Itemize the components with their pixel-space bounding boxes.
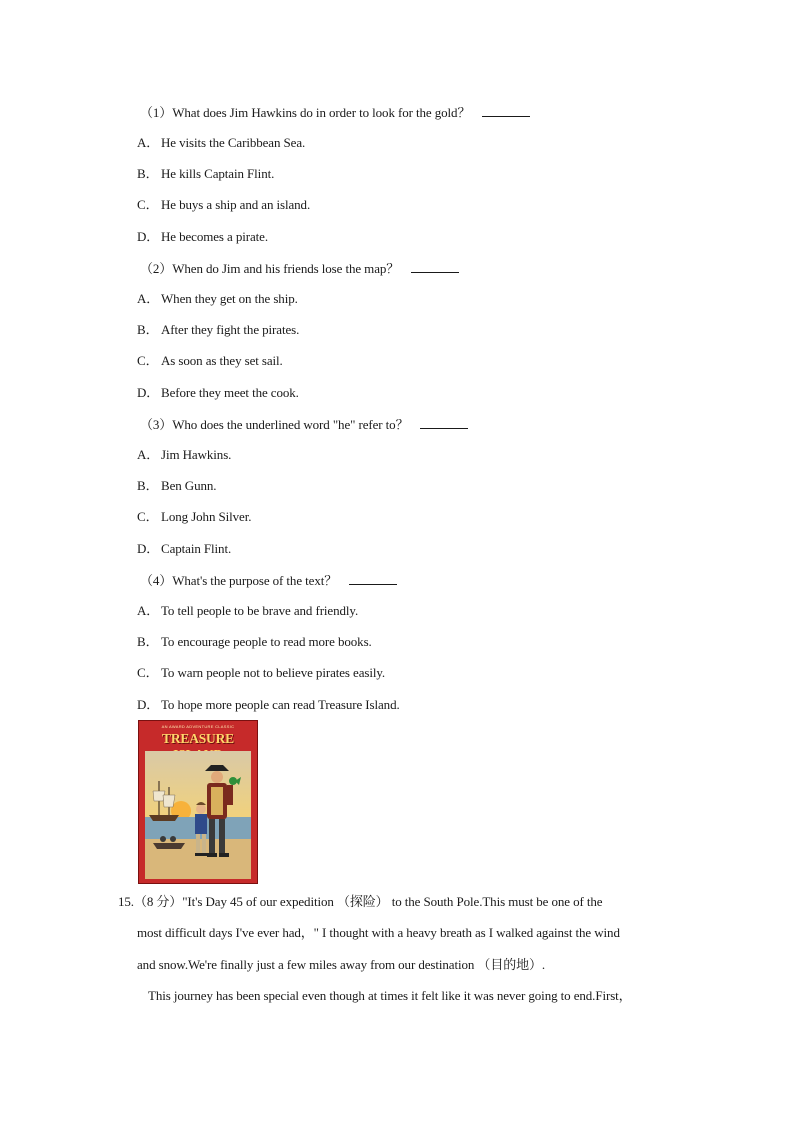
question-3-option-d[interactable]: D． Captain Flint. [137, 541, 232, 556]
answer-blank-2[interactable] [411, 260, 459, 273]
question-2-option-c[interactable]: C． As soon as they set sail. [137, 353, 283, 368]
question-1-option-a[interactable]: A． He visits the Caribbean Sea. [137, 135, 306, 150]
question-4-option-b[interactable]: B． To encourage people to read more books. [137, 634, 372, 649]
question-1-option-b[interactable]: B． He kills Captain Flint. [137, 166, 275, 181]
question-3-option-b[interactable]: B． Ben Gunn. [137, 478, 217, 493]
answer-blank-1[interactable] [482, 104, 530, 117]
question-2-option-d[interactable]: D． Before they meet the cook. [137, 385, 299, 400]
question-1-prompt: （1）What does Jim Hawkins do in order to look for the gold？ [140, 105, 471, 120]
question-2-prompt: （2）When do Jim and his friends lose the map？ [140, 261, 400, 276]
question-1-option-c[interactable]: C． He buys a ship and an island. [137, 197, 311, 212]
question-3-option-a[interactable]: A． Jim Hawkins. [137, 447, 232, 462]
cover-title: TREASURE [162, 731, 234, 746]
question-4-prompt: （4）What's the purpose of the text？ [140, 573, 338, 588]
answer-blank-4[interactable] [349, 572, 397, 585]
treasure-island-book-cover [138, 720, 258, 884]
question-1 [140, 104, 530, 121]
question-4-option-c[interactable]: C． To warn people not to believe pirates easily. [137, 665, 386, 680]
passage-line-3: and snow.We're finally just a few miles away from our destination （目的地）. [137, 957, 546, 972]
cover-illustration [145, 751, 251, 879]
question-1-option-d[interactable]: D． He becomes a pirate. [137, 229, 269, 244]
cover-tagline: AN AWARD ADVENTURE CLASSIC [161, 724, 235, 729]
passage-line-4: This journey has been special even though at times it felt like it was never going to end.First， [148, 988, 632, 1003]
question-2-option-a[interactable]: A． When they get on the ship. [137, 291, 298, 306]
answer-blank-3[interactable] [420, 416, 468, 429]
question-4-option-d[interactable]: D． To hope more people can read Treasure Island. [137, 697, 400, 712]
question-4-option-a[interactable]: A． To tell people to be brave and friendly. [137, 603, 359, 618]
question-3-prompt: （3）Who does the underlined word "he" refer to？ [140, 417, 409, 432]
question-4 [140, 572, 397, 589]
passage-line-2: most difficult days I've ever had，" I thought with a heavy breath as I walked against the wind [137, 925, 620, 940]
question-2-option-b[interactable]: B． After they fight the pirates. [137, 322, 300, 337]
passage-line-1: 15.（8 分）"It's Day 45 of our expedition （探险） to the South Pole.This must be one of the [118, 894, 603, 909]
question-3 [140, 416, 468, 433]
question-2 [140, 260, 459, 277]
question-3-option-c[interactable]: C． Long John Silver. [137, 509, 252, 524]
